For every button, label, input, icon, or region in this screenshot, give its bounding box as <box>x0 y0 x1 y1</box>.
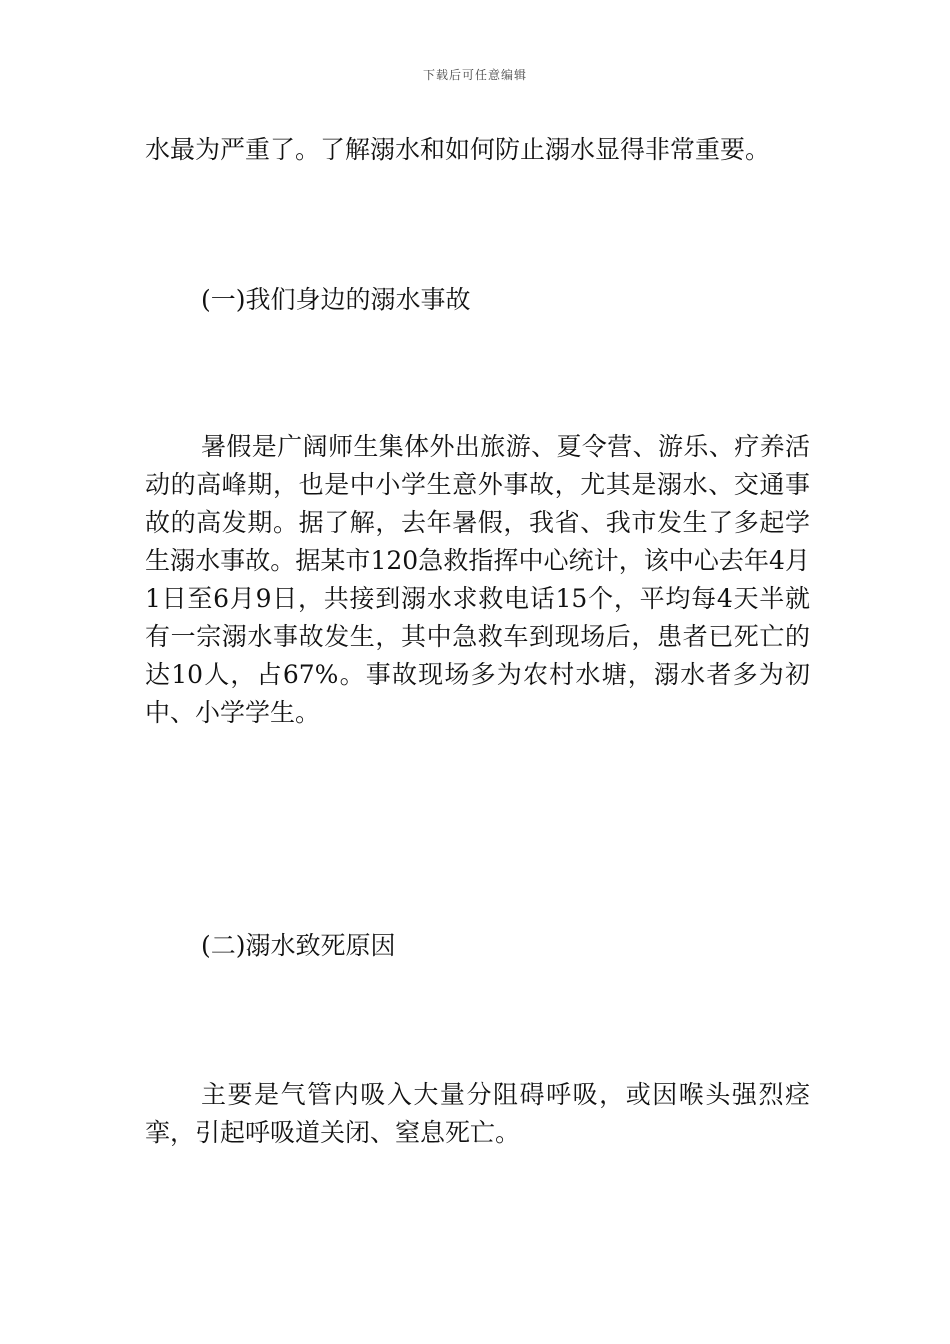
paragraph-summer-accidents: 暑假是广阔师生集体外出旅游、夏令营、游乐、疗养活动的高峰期，也是中小学生意外事故，尤其是溺水、交通事故的高发期。据了解，去年暑假，我省、我市发生了多起学生溺水事故。据某市120急救指挥中心统计，该中心去年4月1日至6月9日，共接到溺水求救电话15个，平均每4天半就有一宗溺水事故发生，其中急救车到现场后，患者已死亡的达10人，占67%。事故现场多为农村水塘，溺水者多为初中、小学学生。 <box>145 432 810 727</box>
header-note: 下载后可任意编辑 <box>422 68 527 82</box>
section-heading-2: (二)溺水致死原因 <box>201 931 396 960</box>
paragraph-drowning-causes: 主要是气管内吸入大量分阻碍呼吸，或因喉头强烈痉挛，引起呼吸道关闭、窒息死亡。 <box>145 1080 810 1147</box>
paragraph-continuation: 水最为严重了。了解溺水和如何防止溺水显得非常重要。 <box>145 135 771 164</box>
section-heading-1: (一)我们身边的溺水事故 <box>201 285 471 314</box>
